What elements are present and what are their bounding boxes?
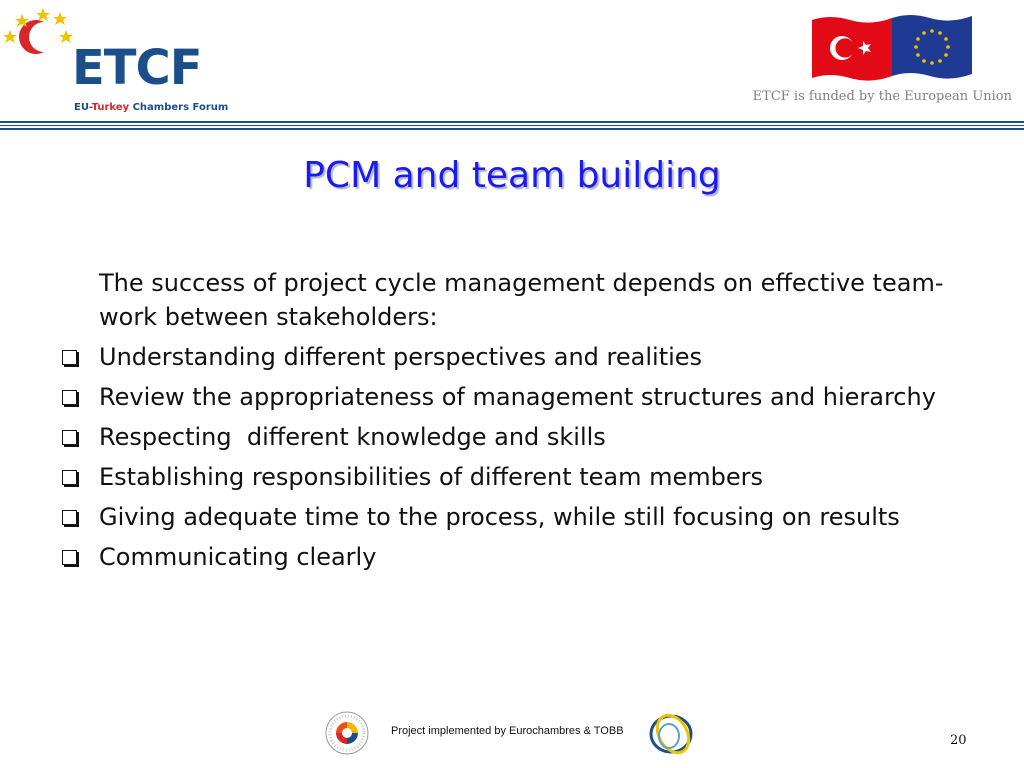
star-icon bbox=[36, 8, 50, 21]
star-icon bbox=[3, 30, 17, 43]
checkbox-bullet-icon bbox=[60, 460, 86, 494]
crescent-icon bbox=[19, 20, 44, 54]
bullet-text: Establishing responsibilities of different team members bbox=[99, 463, 764, 491]
checkbox-bullet-icon bbox=[60, 380, 86, 414]
slide-title: PCM and team building bbox=[303, 155, 721, 196]
bullet-text: Understanding different perspectives and realities bbox=[99, 343, 703, 371]
logo-wordmark: ETCF bbox=[72, 40, 202, 96]
bullet-text: Communicating clearly bbox=[99, 543, 377, 571]
bullet-text: Review the appropriateness of management structures and hierarchy bbox=[99, 383, 936, 411]
bullet-item bbox=[60, 380, 960, 414]
bullet-item bbox=[60, 340, 960, 374]
checkbox-bullet-icon bbox=[60, 540, 86, 574]
page-number: 20 bbox=[950, 733, 967, 748]
bullet-item bbox=[60, 500, 960, 534]
funding-note: ETCF is funded by the European Union bbox=[752, 89, 1012, 104]
intro-paragraph: The success of project cycle management depends on effective team-work between stakeholders: bbox=[99, 269, 944, 331]
footer-text: Project implemented by Eurochambres & TOBB bbox=[391, 725, 624, 737]
logo-subtitle: EU-Turkey Chambers Forum bbox=[74, 102, 229, 113]
flags-image bbox=[810, 14, 974, 82]
star-icon bbox=[53, 12, 67, 25]
checkbox-bullet-icon bbox=[60, 500, 86, 534]
bullet-text: Giving adequate time to the process, while still focusing on results bbox=[99, 503, 900, 531]
bullet-item bbox=[60, 460, 960, 494]
star-icon bbox=[59, 30, 73, 43]
eu-flag-icon bbox=[892, 15, 972, 79]
tobb-logo bbox=[324, 710, 370, 756]
slide-body bbox=[60, 266, 960, 580]
turkey-flag-icon bbox=[812, 17, 892, 81]
checkbox-bullet-icon bbox=[60, 420, 86, 454]
eurochambres-logo bbox=[643, 710, 721, 758]
header-divider bbox=[0, 121, 1024, 131]
bullet-item bbox=[60, 540, 960, 574]
bullet-item bbox=[60, 420, 960, 454]
etcf-logo-emblem bbox=[0, 0, 80, 70]
bullet-list bbox=[60, 340, 960, 574]
checkbox-bullet-icon bbox=[60, 340, 86, 374]
bullet-text: Respecting different knowledge and skills bbox=[99, 423, 606, 451]
